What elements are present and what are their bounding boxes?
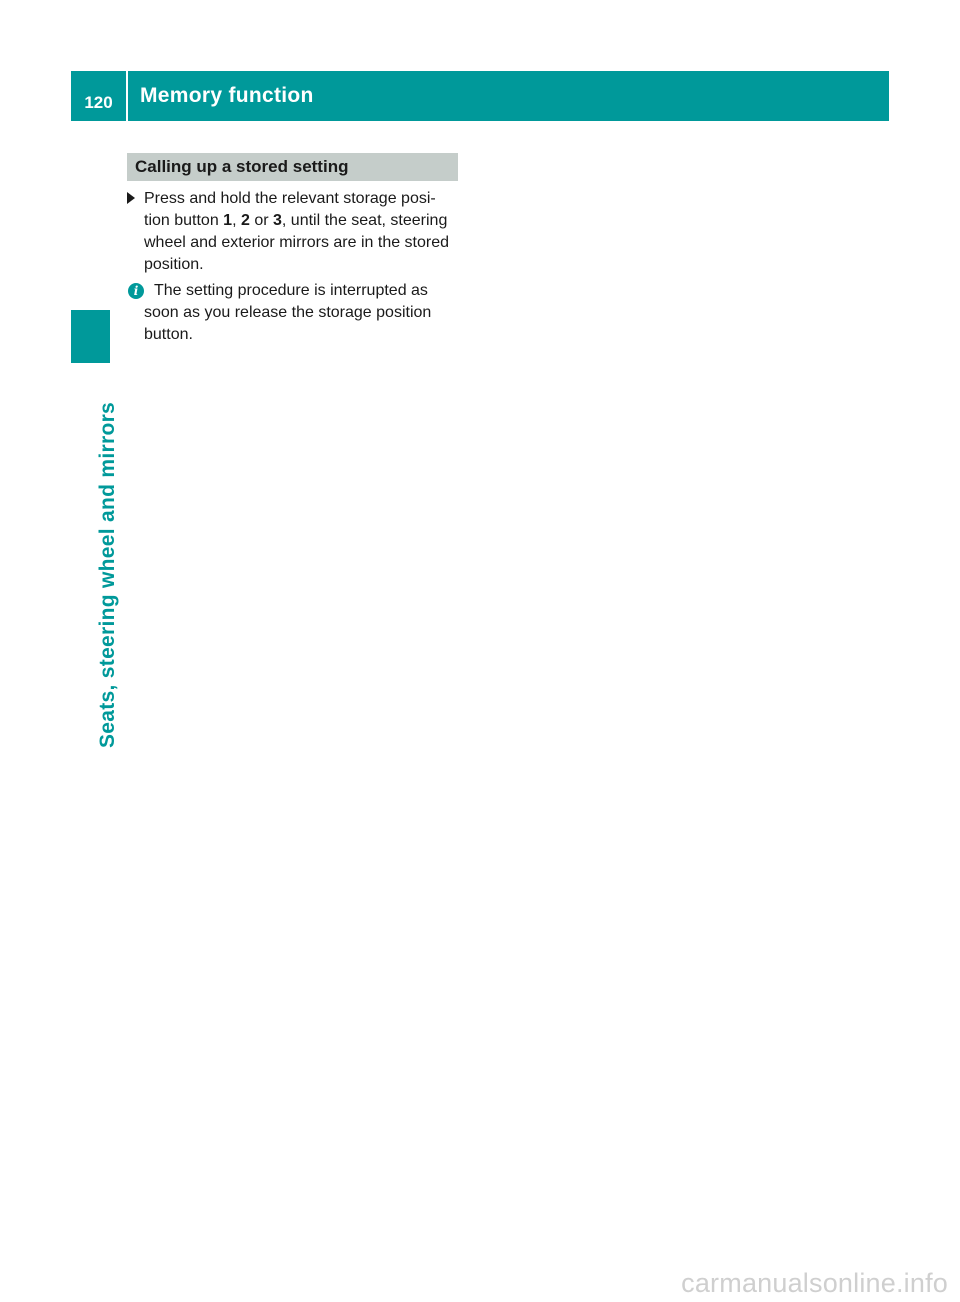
step-text-rest: , until the seat, steering wheel and exterior mirrors are in the stored position. [144,212,450,273]
storage-button-1: 1 [223,212,233,229]
watermark: carmanualsonline.info [681,1268,948,1298]
instruction-step [127,188,462,276]
chapter-label: Seats, steering wheel and mirrors [96,401,119,748]
chapter-tab-marker [71,310,110,363]
info-icon: i [128,283,144,299]
header-divider [126,71,128,121]
subheading: Calling up a stored setting [127,153,458,181]
separator: or [249,212,273,229]
note-body: The setting procedure is interrupted as soon as you release the storage position button. [144,282,432,343]
storage-button-3: 3 [273,212,282,229]
page-number: 120 [84,93,113,112]
section-title: Memory function [140,84,314,107]
note-text [144,280,462,346]
step-text-line2: tion button [144,212,224,229]
step-text [144,188,462,276]
separator: , [232,212,241,229]
info-note [127,280,462,346]
step-text-line1: Press and hold the relevant storage posi- [144,190,436,207]
storage-button-2: 2 [240,212,250,229]
arrow-bullet-icon [127,192,135,204]
